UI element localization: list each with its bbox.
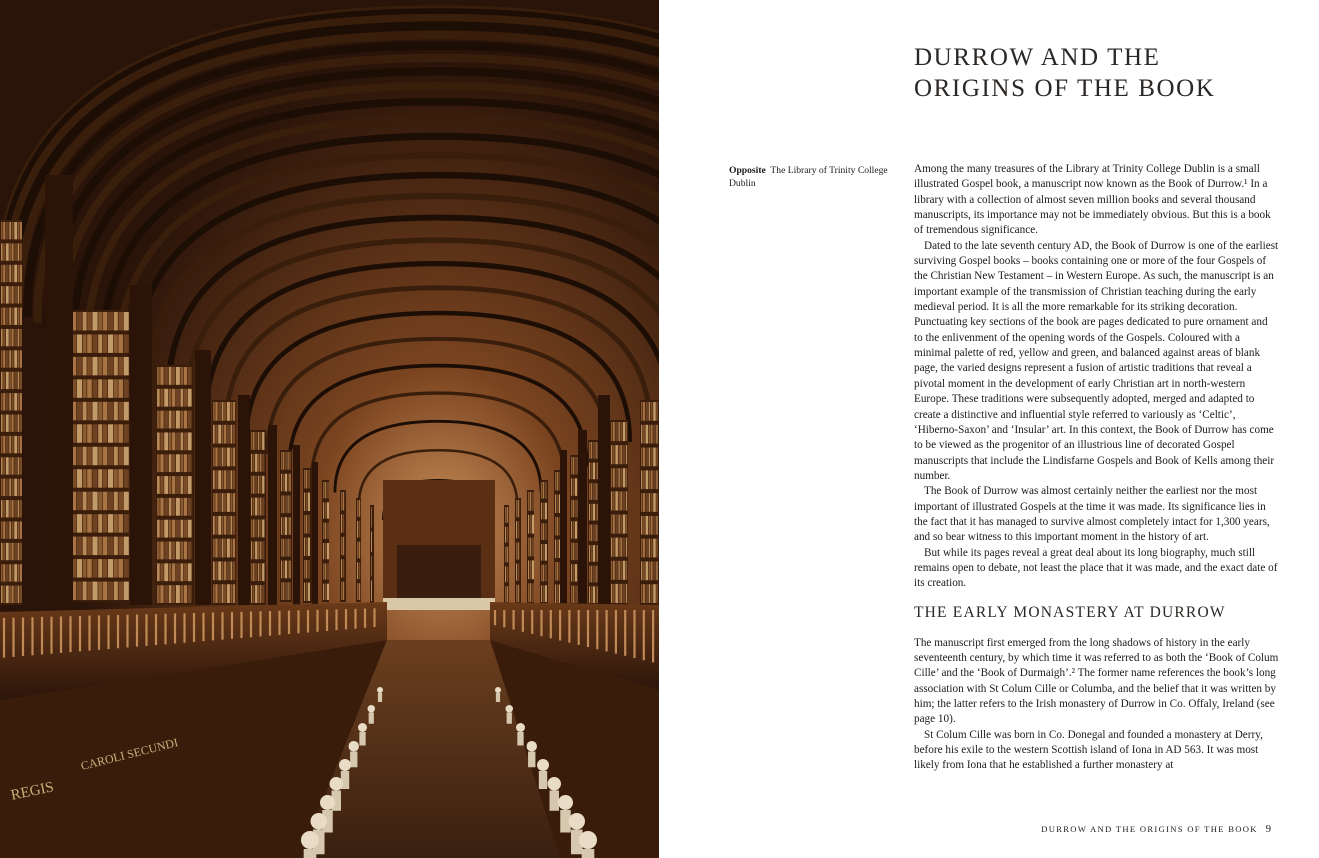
bust-pedestal [528, 752, 535, 768]
pillar [560, 450, 567, 605]
bust [527, 741, 538, 752]
inscription-caroli-secundi: CAROLI SECUNDI [79, 735, 180, 773]
library-photograph [0, 0, 659, 858]
pillar [130, 285, 152, 605]
bust [301, 831, 319, 849]
chapter-title [914, 42, 1215, 104]
bookcase-bay [340, 490, 346, 602]
bust-pedestal [369, 713, 374, 724]
caption-label: Opposite [729, 165, 766, 176]
bookcase-bay [322, 480, 329, 602]
bust [548, 777, 562, 791]
bookcase-bay [540, 480, 548, 604]
bust-pedestal [582, 849, 595, 858]
bookcase-bay [212, 400, 236, 605]
photo-caption [729, 164, 894, 190]
bust [506, 705, 514, 713]
text-page [659, 0, 1319, 858]
bust [377, 687, 383, 693]
paragraph-1: Among the many treasures of the Library at Trinity College Dublin is a small illustrated Gospel book, a manuscript now known as the Book of Durrow.¹ In a library with a collection of almost seven million books and several thousand manuscripts, its importance may not be immediately obvious. But this is a book of tremendous significance. [914, 163, 1271, 237]
pillar [195, 350, 211, 605]
inscription-regis: REGIS [9, 779, 56, 804]
bookcase-bay [156, 365, 194, 605]
bust [558, 795, 573, 810]
bust-pedestal [507, 713, 512, 724]
bookcase-bay [370, 505, 374, 603]
pillar [268, 425, 277, 605]
bookcase-bay [66, 310, 129, 602]
long-room-image [0, 0, 659, 858]
paragraph-4: But while its pages reveal a great deal about its long biography, much still remains open to debate, not least the place that it was made, and the exact date of its creation. [914, 546, 1278, 590]
paragraph-3: The Book of Durrow was almost certainly neither the earliest nor the most important of illustrated Gospels at the time it was made. Its significance lies in the fact that it has managed to survive almost completely intact for 1,300 years, and so bear witness to this important moment in the history of art. [914, 485, 1270, 544]
bust [339, 759, 351, 771]
chapter-title-line-2: ORIGINS OF THE BOOK [914, 75, 1216, 102]
bookcase-bay [250, 430, 266, 605]
bookcase-bay [527, 490, 534, 604]
end-balcony-rail [383, 598, 495, 610]
section-heading: THE EARLY MONASTERY AT DURROW [914, 603, 1226, 621]
bust-pedestal [550, 791, 559, 811]
bookcase-bay [280, 450, 292, 602]
bookcase-bay [303, 468, 312, 603]
bookcase-bay [640, 400, 659, 605]
paragraph-2: Dated to the late seventh century AD, the Book of Durrow is one of the earliest surviving Gospel books – books containing one or more of the four Gospels of the Christian New Testament – in Western Europe. As such, the manuscript is an important example of the transmission of Christian teaching during the early medieval period. It is all the more remarkable for its striking decoration. Punctuating key sections of the book are pages dedicated to pure ornament and to the enlivenment of the opening words of the Gospels. Coloured with a minimal palette of red, yellow and green, and balanced against areas of blank page, the varied designs represent a fusion of artistic traditions that reveal a pivotal moment in the development of early Christian art in north-western Europe. These traditions were subsequently adopted, merged and adapted to create a distinctive and influential style referred to variously as ‘Celtic’, ‘Hiberno-Saxon’ and ‘Insular’ art. In this context, the Book of Durrow has come to be viewed as the progenitor of an illustrious line of decorated Gospel manuscripts that include the Lindisfarne Gospels and Book of Kells among their number. [914, 239, 1279, 482]
bust-pedestal [496, 693, 500, 702]
running-head: DURROW AND THE ORIGINS OF THE BOOK [1041, 824, 1258, 834]
bust-pedestal [359, 732, 365, 746]
bookcase-bay [0, 220, 22, 605]
paragraph-6: St Colum Cille was born in Co. Donegal and founded a monastery at Derry, before his exile to the western Scottish island of Iona in AD 563. It was most likely from Iona that he established a further monastery at [914, 728, 1263, 772]
bookcase-bay [610, 420, 628, 605]
bust [579, 831, 597, 849]
end-wall-doorway [397, 545, 481, 605]
caption-text: The Library of Trinity College Dublin [729, 165, 888, 189]
body-text [914, 162, 1279, 774]
bust-pedestal [350, 752, 357, 768]
page-number: 9 [1265, 824, 1271, 835]
pillar [238, 395, 250, 605]
bust [516, 723, 525, 732]
bust [537, 759, 549, 771]
pillar [293, 445, 300, 605]
bust-pedestal [517, 732, 523, 746]
bookcase-bay [504, 505, 509, 604]
bust [349, 741, 360, 752]
bust [330, 777, 344, 791]
bust-pedestal [539, 771, 547, 789]
running-footer [1039, 824, 1271, 835]
bust [311, 813, 328, 830]
pillar [578, 430, 587, 605]
chapter-title-line-1: DURROW AND THE [914, 44, 1161, 71]
bust-pedestal [378, 693, 382, 702]
bust [320, 795, 335, 810]
bust-pedestal [304, 849, 317, 858]
bookcase-bay [356, 498, 361, 602]
bust [358, 723, 367, 732]
bust [569, 813, 586, 830]
bookcase-bay [515, 498, 521, 604]
pillar [598, 395, 610, 605]
paragraph-5: The manuscript first emerged from the long shadows of history in the early seventeenth century, by which time it was referred to as both the ‘Book of Colum Cille’ and the ‘Book of Durmaigh’.² The former name references the book’s long association with St Colum Cille or Columba, and the belief that it was written by him; the latter refers to the Irish monastery of Durrow in Co. Offaly, Ireland (see page 10). [914, 636, 1279, 726]
pillar [45, 175, 73, 605]
bust [368, 705, 376, 713]
bust [495, 687, 501, 693]
pillar [312, 462, 318, 604]
